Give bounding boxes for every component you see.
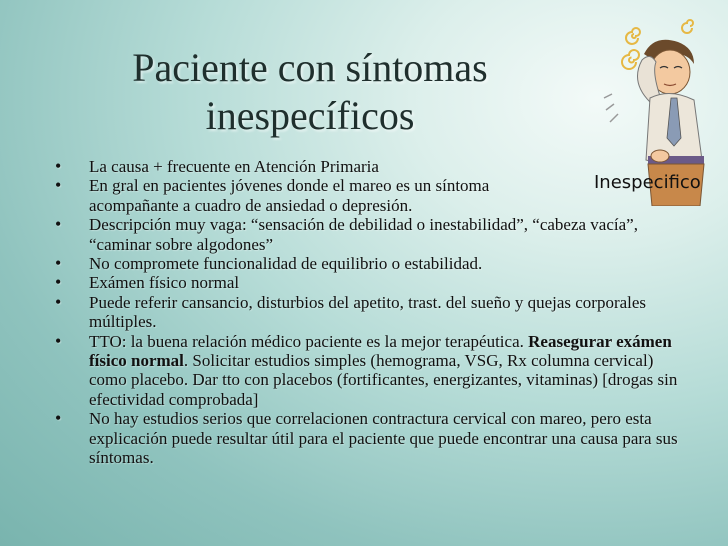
slide-title-line-1: Paciente con síntomas [132,45,488,90]
bullet-item: • No compromete funcionalidad de equilibrio o estabilidad. [52,254,692,273]
bullet-item: • Descripción muy vaga: “sensación de debilidad o inestabilidad”, “cabeza vacía”, “caminar sobre algodones” [52,215,692,254]
illustration-caption: Inespecifico [594,172,701,193]
bullet-item: • En gral en pacientes jóvenes donde el mareo es un síntoma acompañante a cuadro de ansiedad o depresión. [52,176,569,215]
bullet-item: • Exámen físico normal [52,273,692,292]
treatment-text-part-2: . Solicitar estudios simples (hemograma, VSG, Rx columna cervical) como placebo. Dar tto con placebos (fortificantes, energizantes, vitaminas) [drogas sin efectividad comprobada] [89,351,678,409]
bullet-list [52,157,692,468]
slide-title [60,44,560,140]
slide-title-line-2: inespecíficos [205,93,415,138]
bullet-item: • Puede referir cansancio, disturbios del apetito, trast. del sueño y quejas corporales múltiples. [52,293,692,332]
bullet-item-treatment [52,332,692,410]
bullet-item: • La causa + frecuente en Atención Primaria [52,157,549,176]
treatment-text-part-1: TTO: la buena relación médico paciente es la mejor terapéutica. [89,331,529,351]
bullet-item: • No hay estudios serios que correlacionen contractura cervical con mareo, pero esta explicación puede resultar útil para el paciente que puede encontrar una causa para sus síntomas. [52,409,692,467]
treatment-emphasis: Reasegurar exámen físico normal [89,331,672,371]
